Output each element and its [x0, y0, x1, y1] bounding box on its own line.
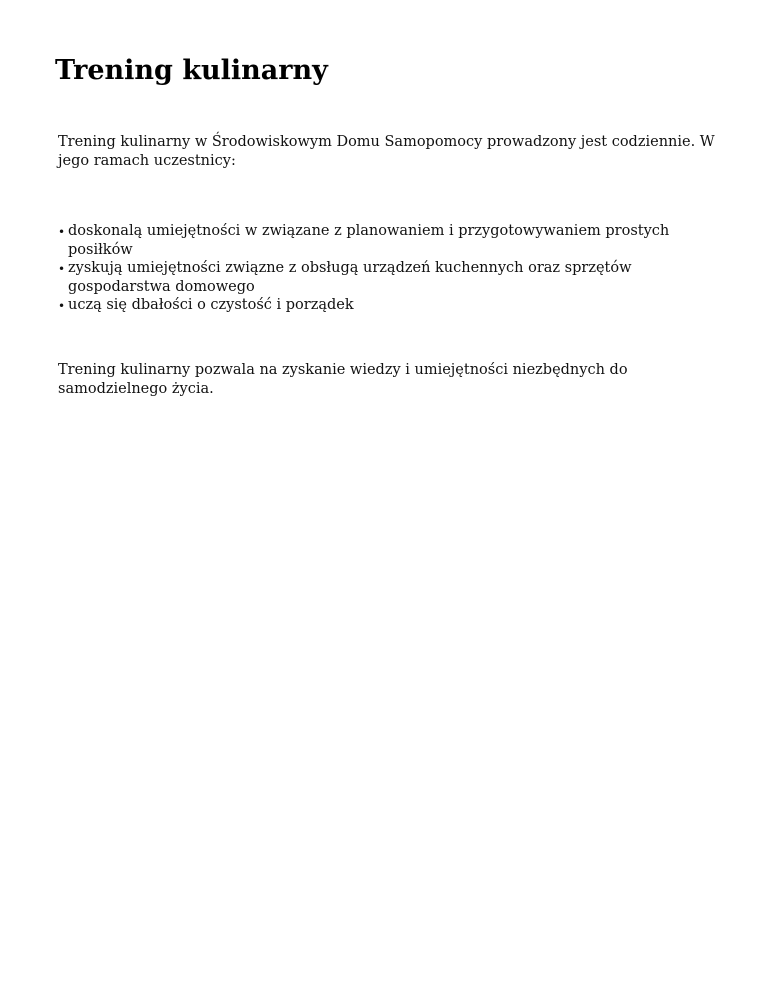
list-item — [58, 222, 718, 259]
page-title: Trening kulinarny — [55, 55, 328, 86]
outro-paragraph: Trening kulinarny pozwala na zyskanie wiedzy i umiejętności niezbędnych do samodzielnego życia. — [58, 362, 628, 397]
list-item — [58, 259, 718, 296]
bullet-icon: • — [58, 299, 66, 313]
bullet-icon: • — [58, 225, 66, 239]
list-item — [58, 296, 718, 315]
skills-list — [58, 222, 718, 315]
bullet-icon: • — [58, 262, 66, 276]
intro-paragraph: Trening kulinarny w Środowiskowym Domu Samopomocy prowadzony jest codziennie. W jego ramach uczestnicy: — [58, 134, 715, 169]
list-item-text: doskonalą umiejętności w związane z planowaniem i przygotowywaniem prostych posiłków — [68, 223, 670, 258]
list-item-text: uczą się dbałości o czystość i porządek — [68, 297, 354, 313]
list-item-text: zyskują umiejętności związne z obsługą urządzeń kuchennych oraz sprzętów gospodarstwa domowego — [68, 260, 632, 295]
